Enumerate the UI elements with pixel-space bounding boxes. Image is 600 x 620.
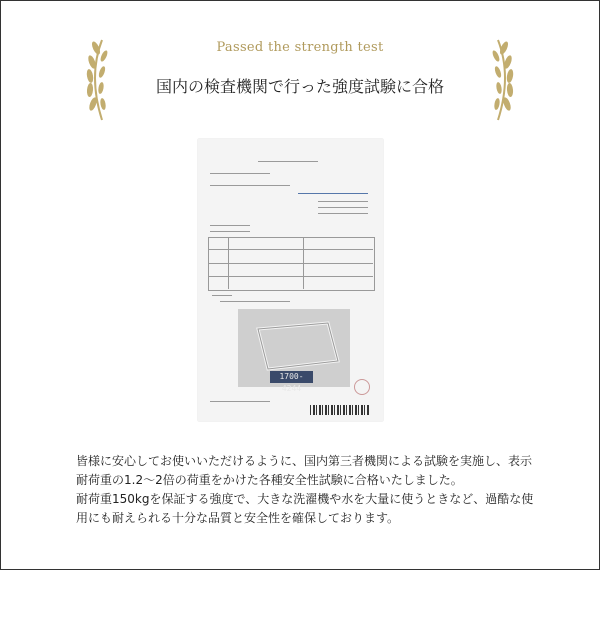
section-subtitle: Passed the strength test bbox=[216, 40, 384, 55]
section-title: 国内の検査機関で行った強度試験に合格 bbox=[155, 77, 444, 96]
seal-icon bbox=[354, 379, 370, 395]
body-paragraph-1: 皆様に安心してお使いいただけるように、国内第三者機関による試験を実施し、表示耐荷重の1.2〜2倍の荷重をかけた各種安全性試験に合格いたしました。 bbox=[76, 454, 533, 487]
photo-plate-number: 1700-4244 bbox=[270, 371, 313, 383]
body-text bbox=[76, 452, 536, 528]
barcode-icon bbox=[310, 405, 370, 415]
body-paragraph-2: 耐荷重150kgを保証する強度で、大きな洗濯機や水を大量に使うときなど、過酷な使用にも耐えられる十分な品質と安全性を確保しております。 bbox=[76, 492, 534, 525]
test-report-document-image bbox=[198, 139, 383, 421]
